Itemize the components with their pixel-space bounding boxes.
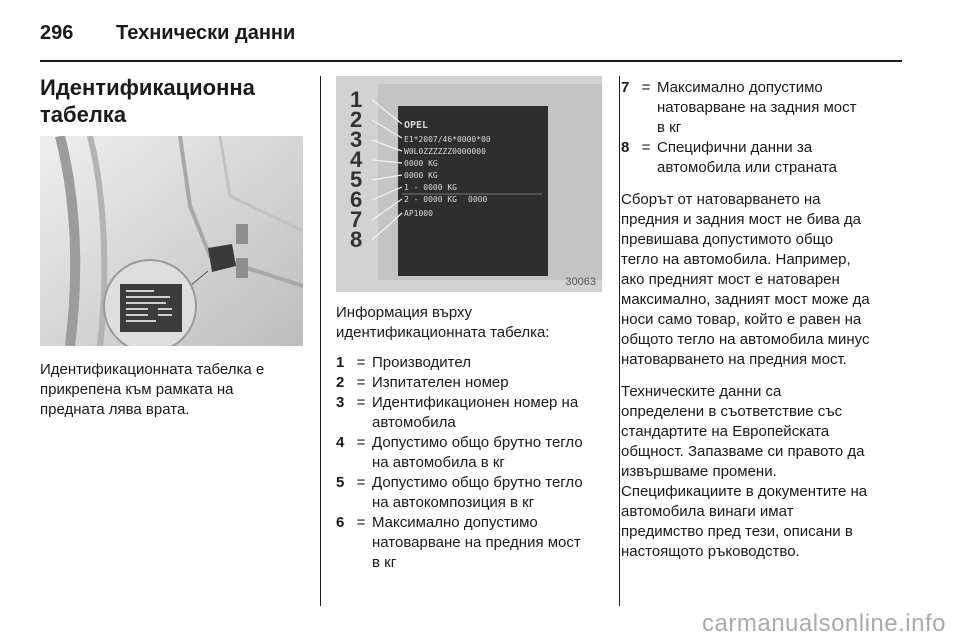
photo-code: 30063 — [565, 276, 596, 288]
intro-line-2: идентификационната табелка: — [336, 324, 550, 341]
id-plate-illustration — [336, 76, 602, 292]
legend-text: Идентификационен номер на автомобила — [372, 394, 579, 431]
axle-load-paragraph: Сборът от натоварването на предния и задния мост не бива да превишава допустимото общо тегло на автомобила. Например, ако предният мост е натоварен максимално, задният мост може да носи само товар, който е равен на общото тегло на автомобила минус натоварването на предния мост. — [621, 191, 870, 368]
caption-line-1: Идентификационната табелка е — [40, 361, 265, 378]
plate-legend-list-continued — [621, 78, 906, 178]
legend-number: 1 — [336, 354, 345, 371]
door-frame-illustration — [40, 136, 303, 346]
legend-equals: = — [356, 374, 366, 391]
legend-equals: = — [356, 434, 366, 451]
page-number: 296 — [40, 22, 74, 44]
legend-text: Максимално допустимо натоварване на задния мост в кг — [657, 79, 857, 136]
plate-text-9: AP1000 — [404, 209, 433, 218]
door-frame-photo — [40, 136, 303, 346]
legend-number: 6 — [336, 514, 345, 531]
legend-number: 5 — [336, 474, 345, 491]
column-divider-1 — [320, 76, 321, 606]
legend-number: 4 — [336, 434, 345, 451]
legend-item — [336, 433, 606, 473]
caption-line-3: предната лява врата. — [40, 401, 190, 418]
legend-text: Производител — [372, 354, 471, 371]
legend-equals: = — [356, 514, 366, 531]
legend-number: 2 — [336, 374, 345, 391]
plate-text-6: 1 - 0000 KG — [404, 183, 457, 192]
section-title-line2: табелка — [40, 102, 127, 127]
plate-text-3: W0L0ZZZZZZ0000000 — [404, 147, 486, 156]
legend-item — [621, 138, 906, 178]
legend-equals: = — [356, 394, 366, 411]
callout-3: 3 — [350, 127, 363, 152]
header-divider — [40, 60, 902, 62]
plate-text-4: 0000 KG — [404, 159, 438, 168]
legend-equals: = — [641, 139, 651, 156]
legend-number: 3 — [336, 394, 345, 411]
legend-item — [621, 78, 906, 138]
page-header — [40, 18, 902, 54]
legend-equals: = — [356, 354, 366, 371]
legend-text: Максимално допустимо натоварване на предния мост в кг — [372, 514, 581, 571]
intro-line-1: Информация върху — [336, 304, 473, 321]
right-column-text — [621, 78, 906, 562]
callout-5: 5 — [350, 167, 363, 192]
plate-location-caption — [40, 360, 306, 420]
caption-paragraph — [40, 360, 306, 420]
legend-equals: = — [641, 79, 651, 96]
column-divider-2 — [619, 76, 620, 606]
legend-text: Специфични данни за автомобила или страната — [657, 139, 837, 176]
legend-text: Допустимо общо брутно тегло на автокомпозиция в кг — [372, 474, 583, 511]
caption-line-2: прикрепена към рамката на — [40, 381, 234, 398]
watermark: carmanualsonline.info — [702, 610, 946, 637]
legend-item — [336, 473, 606, 513]
plate-text-2: E1*2007/46*0000*00 — [404, 135, 491, 144]
legend-number: 7 — [621, 79, 630, 96]
legend-equals: = — [356, 474, 366, 491]
plate-text-1: OPEL — [404, 120, 429, 131]
plate-text-5: 0000 KG — [404, 171, 438, 180]
legend-text: Допустимо общо брутно тегло на автомобила в кг — [372, 434, 583, 471]
plate-text-7: 2 - 0000 KG — [404, 195, 457, 204]
eu-standards-paragraph: Техническите данни са определени в съответствие със стандартите на Европейската общност. Запазваме си правото да извършваме промени. Спецификациите в документите на автомобила винаги имат предимство пред тези, описани в настоящото ръководство. — [621, 383, 868, 560]
middle-column-text — [336, 303, 606, 573]
left-column-heading — [40, 74, 306, 128]
legend-intro — [336, 303, 606, 343]
legend-number: 8 — [621, 139, 630, 156]
id-plate-photo — [336, 76, 602, 292]
legend-item — [336, 393, 606, 433]
callout-8: 8 — [350, 227, 363, 252]
callout-6: 6 — [350, 187, 363, 212]
chapter-title: Технически данни — [116, 22, 296, 44]
section-title-line1: Идентификационна — [40, 75, 255, 100]
legend-item — [336, 513, 606, 573]
legend-item — [336, 373, 606, 393]
callout-7: 7 — [350, 207, 363, 232]
plate-legend-list — [336, 353, 606, 573]
legend-text: Изпитателен номер — [372, 374, 509, 391]
callout-4: 4 — [350, 147, 363, 172]
plate-text-8: 0000 — [468, 195, 488, 204]
section-title — [40, 74, 306, 128]
callout-1: 1 — [350, 87, 363, 112]
callout-2: 2 — [350, 107, 363, 132]
legend-item — [336, 353, 606, 373]
